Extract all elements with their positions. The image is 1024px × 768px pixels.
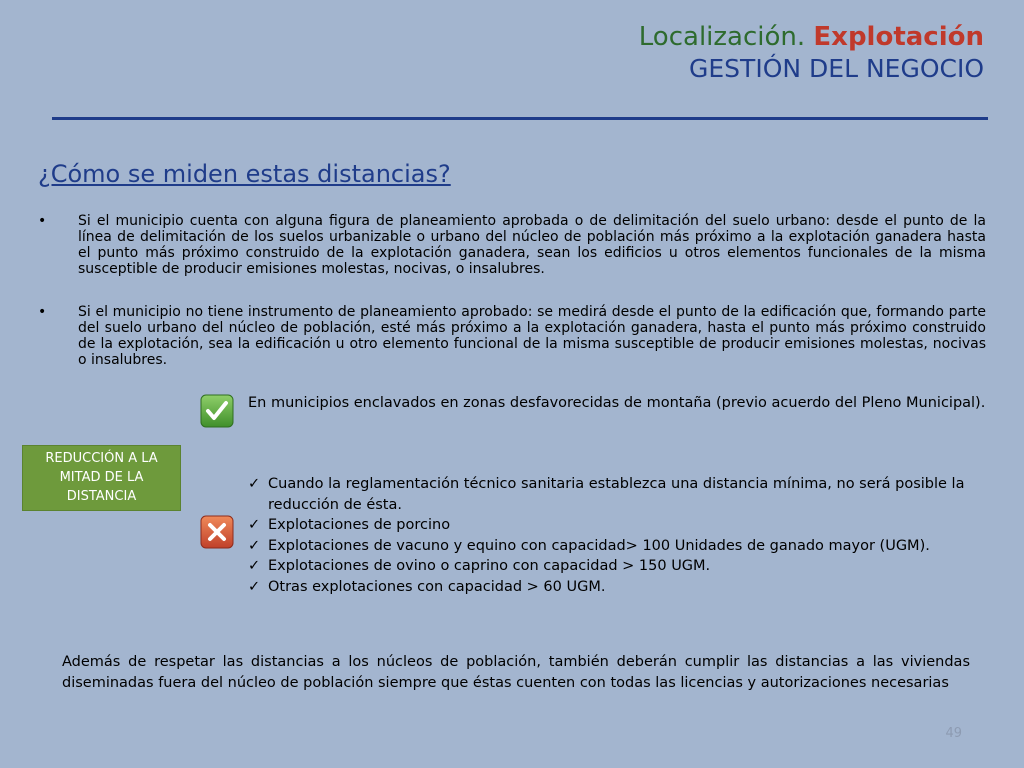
exception-text: Explotaciones de vacuno y equino con capacidad> 100 Unidades de ganado mayor (UGM). (268, 537, 930, 554)
slide-subtitle: GESTIÓN DEL NEGOCIO (689, 54, 984, 83)
check-icon (200, 394, 234, 428)
slide-header (639, 20, 984, 84)
checkmark-icon: ✓ (248, 517, 261, 533)
exception-text: Otras explotaciones con capacidad > 60 UGM. (268, 578, 606, 595)
slide-title (639, 20, 984, 54)
exception-text: Explotaciones de porcino (268, 517, 451, 533)
footer-note: Además de respetar las distancias a los núcleos de población, también deberán cumplir las distancias a las viviendas diseminadas fuera del núcleo de población siempre que éstas cuenten con todas las licencias y autorizaciones necesarias (62, 654, 970, 691)
title-prefix: Localización. (638, 22, 806, 52)
list-item (248, 536, 1008, 557)
bullet-marker: • (38, 304, 47, 320)
bullet-item (38, 213, 986, 277)
checkmark-icon: ✓ (248, 537, 261, 554)
bullet-item (38, 304, 986, 368)
title-highlight: Explotación (813, 22, 984, 52)
checkmark-icon: ✓ (248, 558, 261, 574)
list-item (248, 515, 1008, 536)
list-item (248, 556, 1008, 577)
list-item (248, 577, 1008, 598)
checkmark-icon: ✓ (248, 578, 261, 595)
cross-icon (200, 515, 234, 549)
exception-text: Cuando la reglamentación técnico sanitaria establezca una distancia mínima, no será posible la reducción de ésta. (268, 476, 965, 513)
reduction-badge: REDUCCIÓN A LA MITAD DE LA DISTANCIA (22, 445, 181, 511)
checkmark-icon: ✓ (248, 476, 261, 492)
exceptions-list (248, 474, 1008, 597)
page-number: 49 (945, 726, 962, 741)
bullet-marker: • (38, 213, 47, 229)
list-item (248, 474, 1008, 515)
mountain-exemption-text: En municipios enclavados en zonas desfavorecidas de montaña (previo acuerdo del Pleno Municipal). (248, 395, 986, 411)
bullet-text: Si el municipio no tiene instrumento de planeamiento aprobado: se medirá desde el punto de la edificación que, formando parte del suelo urbano del núcleo de población, esté más próximo a la explotación ganadera, hasta el punto más próximo construido de la explotación, sea la edificación u otro elemento funcional de la misma susceptible de producir emisiones molestas, nocivas o insalubres. (78, 304, 986, 368)
bullet-text: Si el municipio cuenta con alguna figura de planeamiento aprobada o de delimitación del suelo urbano: desde el punto de la línea de delimitación de los suelos urbanizable o urbano del núcleo de población más próximo a la explotación ganadera hasta el punto más próximo construido de la explotación ganadera, sean los edificios u otros elementos funcionales de la misma susceptible de producir emisiones molestas, nocivas, o insalubres. (78, 213, 986, 277)
exception-text: Explotaciones de ovino o caprino con capacidad > 150 UGM. (268, 558, 711, 574)
header-divider (52, 117, 988, 120)
section-question: ¿Cómo se miden estas distancias? (38, 160, 451, 188)
